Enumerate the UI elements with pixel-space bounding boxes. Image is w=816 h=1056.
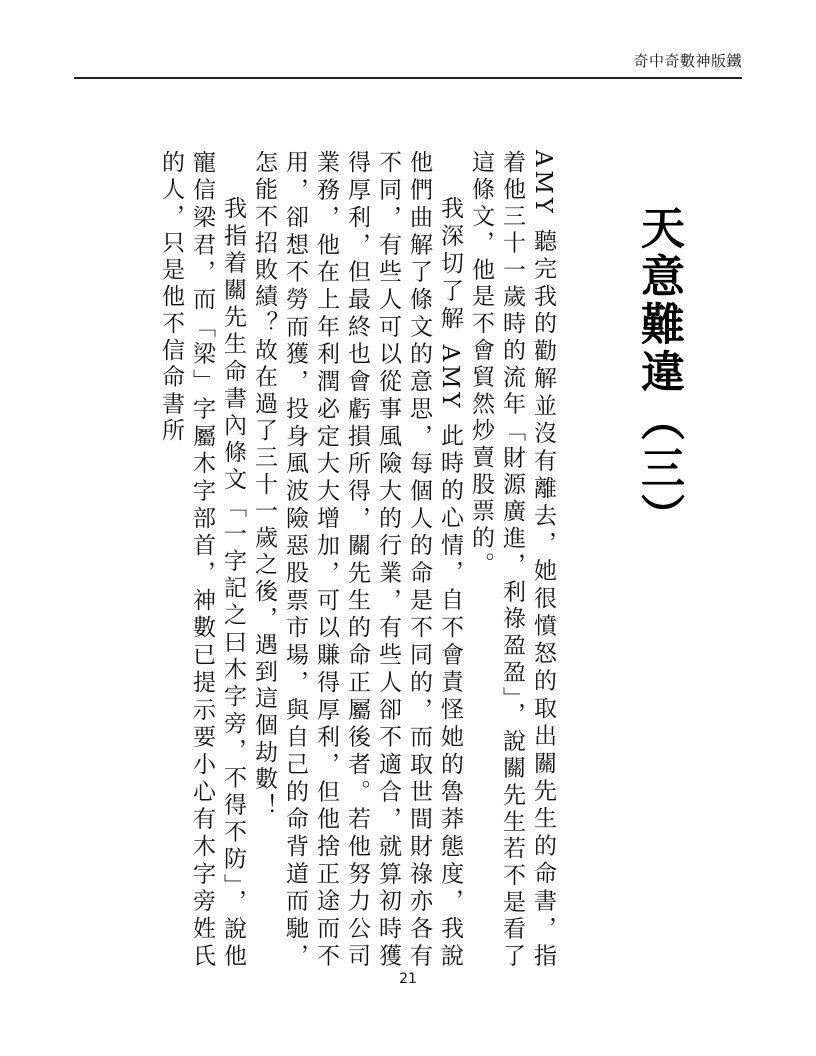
paragraph-3: 我指着關先生命書內條文「一字記之曰木字旁，不得不防」，說他寵信梁君，而「梁」字屬木字部首，神數已提示要小心有木字旁姓氏的人，只是他不信命書所 [158, 150, 246, 970]
article-body [158, 150, 558, 970]
page-number: 21 [399, 971, 417, 987]
paragraph-2: 我深切了解 AMY 此時的心情，自不會責怪她的魯莽態度，我說他們曲解了條文的意思，每個人的命是不同的，而取世間財祿亦各有不同，有些人可以從事風險大的行業，有些人卻不適合，就算初時獲得厚利，但最終也會虧損所得，關先生的命正屬後者。若他努力公司業務，他在上年利潤必定大大增加，可以賺得厚利，但他捨正途而不用，卻想不勞而獲，投身風波險惡股票市場，與自己的命背道而馳，怎能不招敗績？故在過了三十一歲之後，遇到這個劫數！ [251, 150, 463, 970]
book-header-title: 奇中奇數神版鐵 [633, 52, 742, 70]
paragraph-1: AMY 聽完我的勸解並沒有離去，她很憤怒的取出關先生的命書，指着他三十一歲時的流年「財源廣進，利祿盈盈」，說關先生若不是看了這條文，他是不會貿然炒賣股票的。 [468, 150, 556, 970]
header-divider [74, 77, 742, 79]
article-title: 天意難違（三） [633, 205, 684, 541]
